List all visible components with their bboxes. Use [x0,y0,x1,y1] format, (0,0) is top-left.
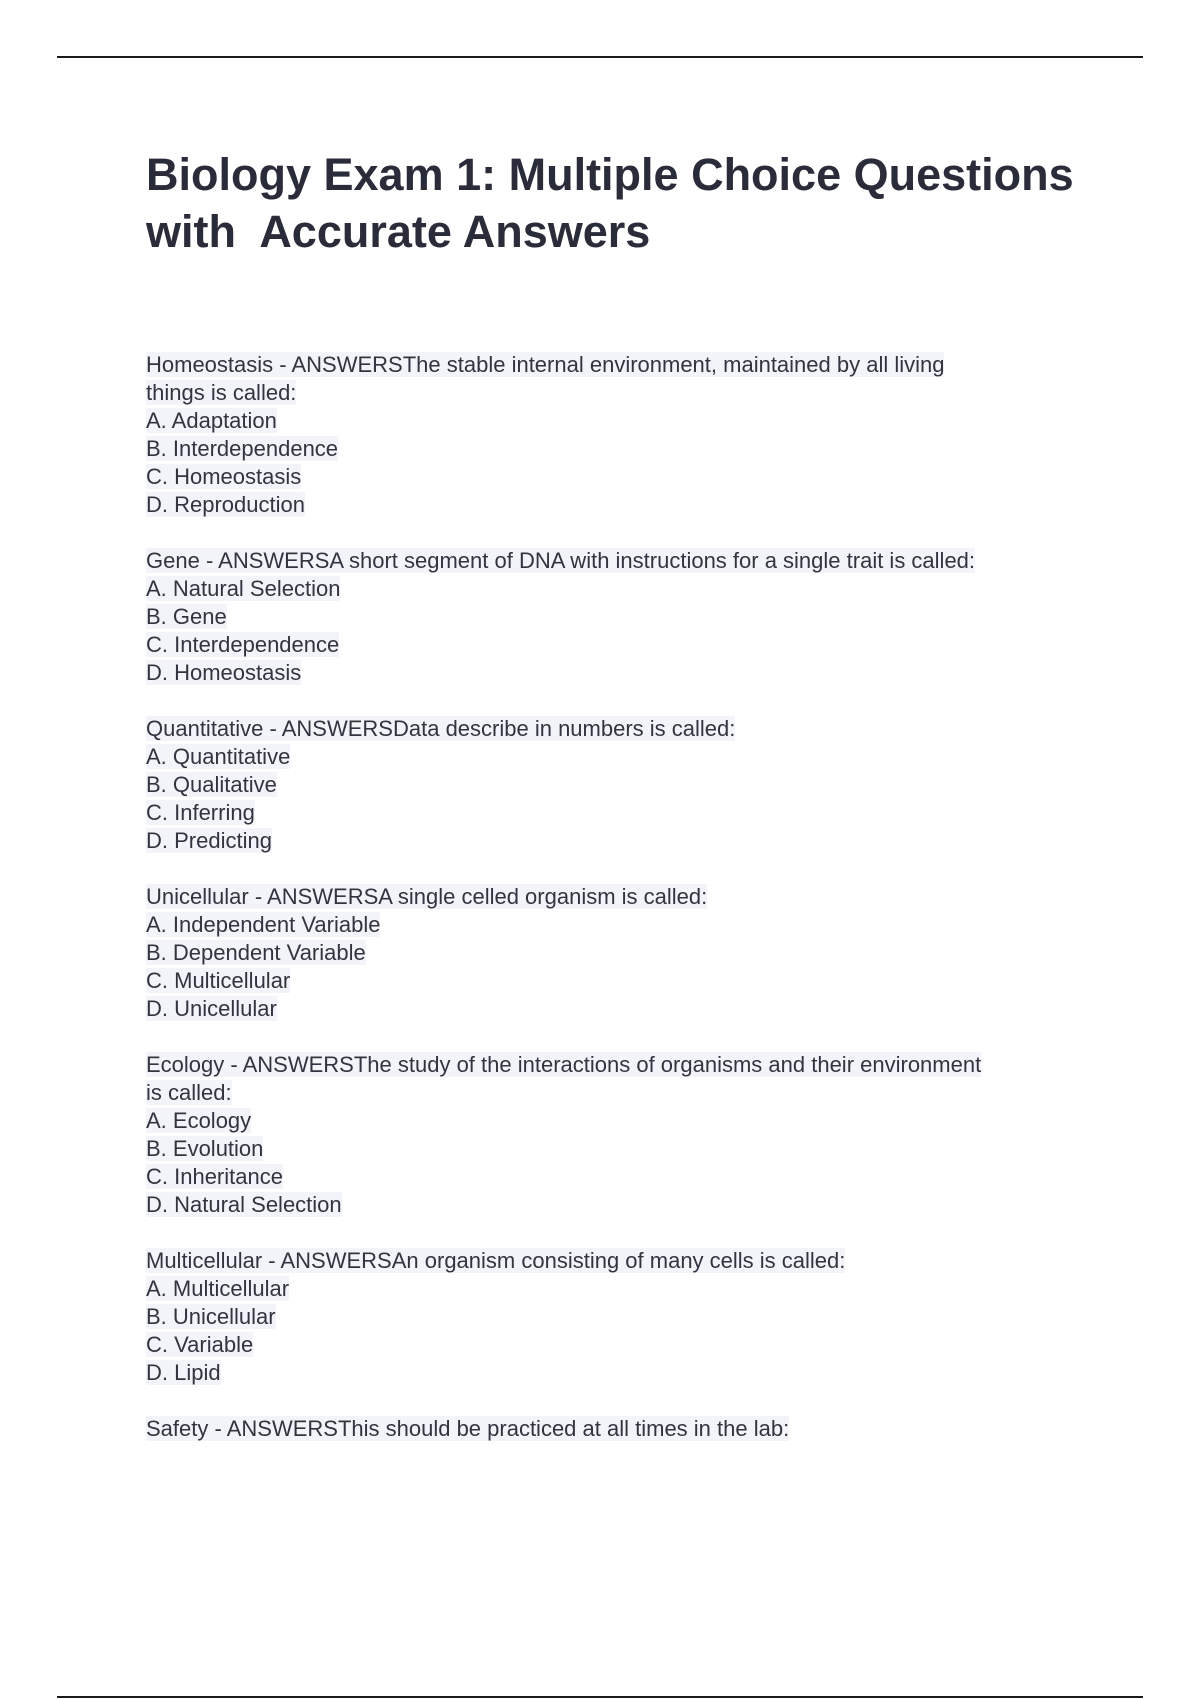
answer-option [146,827,1086,855]
answer-option-text: B. Gene [146,604,227,629]
answers-separator: - ANSWERS [248,884,379,909]
question-heading-line [146,547,1086,575]
answer-option-text: A. Multicellular [146,1276,290,1301]
answer-option-text: C. Interdependence [146,632,340,657]
answers-separator: - ANSWERS [262,1248,392,1273]
question-prompt: This should be practiced at all times in the lab: [337,1416,790,1441]
answer-option-text: C. Multicellular [146,968,291,993]
answer-option-text: A. Ecology [146,1108,252,1133]
question-heading-line [146,1247,1086,1275]
answer-term: Multicellular [146,1248,263,1273]
answer-option [146,1303,1086,1331]
answer-term: Safety [146,1416,209,1441]
document-title: Biology Exam 1: Multiple Choice Questions with Accurate Answers [146,149,1087,257]
question-heading-line [146,1415,1086,1443]
top-rule [57,56,1143,58]
answers-separator: - ANSWERS [208,1416,338,1441]
answer-option-text: B. Qualitative [146,772,277,797]
question-block [146,883,1086,1023]
answers-separator: - ANSWERS [224,1052,354,1077]
question-heading-line [146,351,1086,379]
answer-option-text: B. Interdependence [146,436,339,461]
answer-option-text: A. Independent Variable [146,912,381,937]
answer-option [146,911,1086,939]
answer-term: Gene [146,548,200,573]
answers-separator: - ANSWERS [199,548,330,573]
answers-separator: - ANSWERS [263,716,393,741]
answer-option [146,659,1086,687]
document-body [146,146,1086,1471]
answer-option [146,435,1086,463]
question-block [146,1051,1086,1219]
answer-option [146,995,1086,1023]
answer-option-text: A. Quantitative [146,744,291,769]
question-heading-line [146,883,1086,911]
question-prompt: An organism consisting of many cells is called: [391,1248,846,1273]
answer-option-text: D. Lipid [146,1360,221,1385]
question-prompt: The study of the interactions of organisms and their environment [353,1052,982,1077]
answer-option-text: D. Predicting [146,828,272,853]
question-prompt: A short segment of DNA with instructions for a single trait is called: [329,548,976,573]
answer-option [146,631,1086,659]
question-block [146,547,1086,687]
answer-option-text: B. Dependent Variable [146,940,366,965]
answer-option [146,603,1086,631]
question-prompt: is called: [146,1080,232,1105]
question-prompt-line [146,379,1086,407]
answer-term: Quantitative [146,716,264,741]
answer-option-text: D. Homeostasis [146,660,302,685]
answer-term: Ecology [146,1052,225,1077]
answer-option [146,1359,1086,1387]
answer-option-text: C. Inheritance [146,1164,283,1189]
answer-option-text: A. Adaptation [146,408,277,433]
answer-option-text: D. Natural Selection [146,1192,342,1217]
answer-option-text: D. Unicellular [146,996,277,1021]
question-prompt: The stable internal environment, maintained by all living [402,352,945,377]
question-block [146,1415,1086,1443]
answer-option [146,1163,1086,1191]
answer-term: Homeostasis [146,352,274,377]
question-block [146,351,1086,519]
answer-option-text: D. Reproduction [146,492,305,517]
answer-term: Unicellular [146,884,249,909]
question-prompt: things is called: [146,380,297,405]
question-prompt: Data describe in numbers is called: [392,716,736,741]
question-prompt: A single celled organism is called: [378,884,708,909]
answer-option [146,771,1086,799]
question-prompt-line [146,1079,1086,1107]
question-list [146,351,1086,1443]
question-heading-line [146,1051,1086,1079]
answer-option [146,463,1086,491]
answer-option [146,967,1086,995]
answer-option-text: C. Variable [146,1332,254,1357]
answer-option-text: C. Homeostasis [146,464,302,489]
answer-option-text: B. Evolution [146,1136,264,1161]
bottom-rule [57,1696,1143,1698]
question-heading-line [146,715,1086,743]
answers-separator: - ANSWERS [273,352,403,377]
answer-option [146,491,1086,519]
answer-option-text: C. Inferring [146,800,255,825]
answer-option [146,575,1086,603]
answer-option [146,939,1086,967]
answer-option [146,799,1086,827]
answer-option [146,407,1086,435]
answer-option [146,743,1086,771]
answer-option [146,1331,1086,1359]
answer-option [146,1191,1086,1219]
answer-option-text: A. Natural Selection [146,576,341,601]
answer-option-text: B. Unicellular [146,1304,276,1329]
question-block [146,715,1086,855]
answer-option [146,1107,1086,1135]
answer-option [146,1275,1086,1303]
answer-option [146,1135,1086,1163]
question-block [146,1247,1086,1387]
